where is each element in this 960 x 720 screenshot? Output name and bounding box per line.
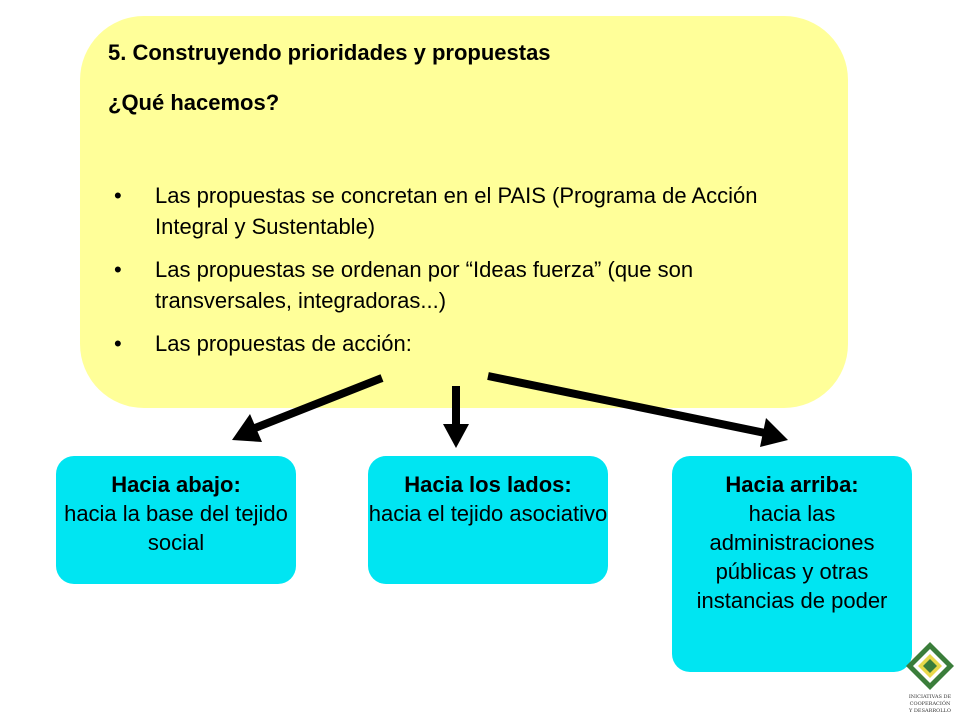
bullet-item — [108, 180, 828, 242]
box-hacia-arriba — [672, 456, 912, 672]
slide-title: 5. Construyendo prioridades y propuestas — [108, 40, 551, 65]
bullet-marker: • — [114, 183, 122, 208]
bullet-text: Las propuestas se ordenan por “Ideas fuerza” (que son transversales, integradoras...) — [155, 257, 694, 313]
box-text: hacia la base del tejido social — [64, 501, 288, 555]
bullet-marker: • — [114, 331, 122, 356]
slide-subtitle: ¿Qué hacemos? — [108, 90, 280, 115]
box-title: Hacia abajo: — [111, 472, 241, 497]
box-hacia-abajo — [56, 456, 296, 584]
logo-text-line1: INICIATIVAS DE — [908, 694, 952, 700]
box-text: hacia el tejido asociativo — [368, 501, 608, 526]
box-text: hacia las administraciones públicas y otras instancias de poder — [696, 501, 888, 613]
bullet-list — [108, 180, 828, 371]
box-title: Hacia los lados: — [404, 472, 572, 497]
logo-text-line3: Y DESARROLLO — [909, 708, 951, 714]
bullet-text: Las propuestas se concretan en el PAIS (Programa de Acción Integral y Sustentable) — [155, 183, 758, 239]
bullet-marker: • — [114, 257, 122, 282]
box-hacia-los-lados — [368, 456, 608, 584]
bullet-item — [108, 254, 828, 316]
bullet-item — [108, 328, 828, 359]
box-title: Hacia arriba: — [725, 472, 859, 497]
bullet-text: Las propuestas de acción: — [155, 331, 412, 356]
diamond-logo-icon — [904, 640, 956, 716]
logo-text-line2: COOPERACIÓN — [909, 701, 951, 707]
